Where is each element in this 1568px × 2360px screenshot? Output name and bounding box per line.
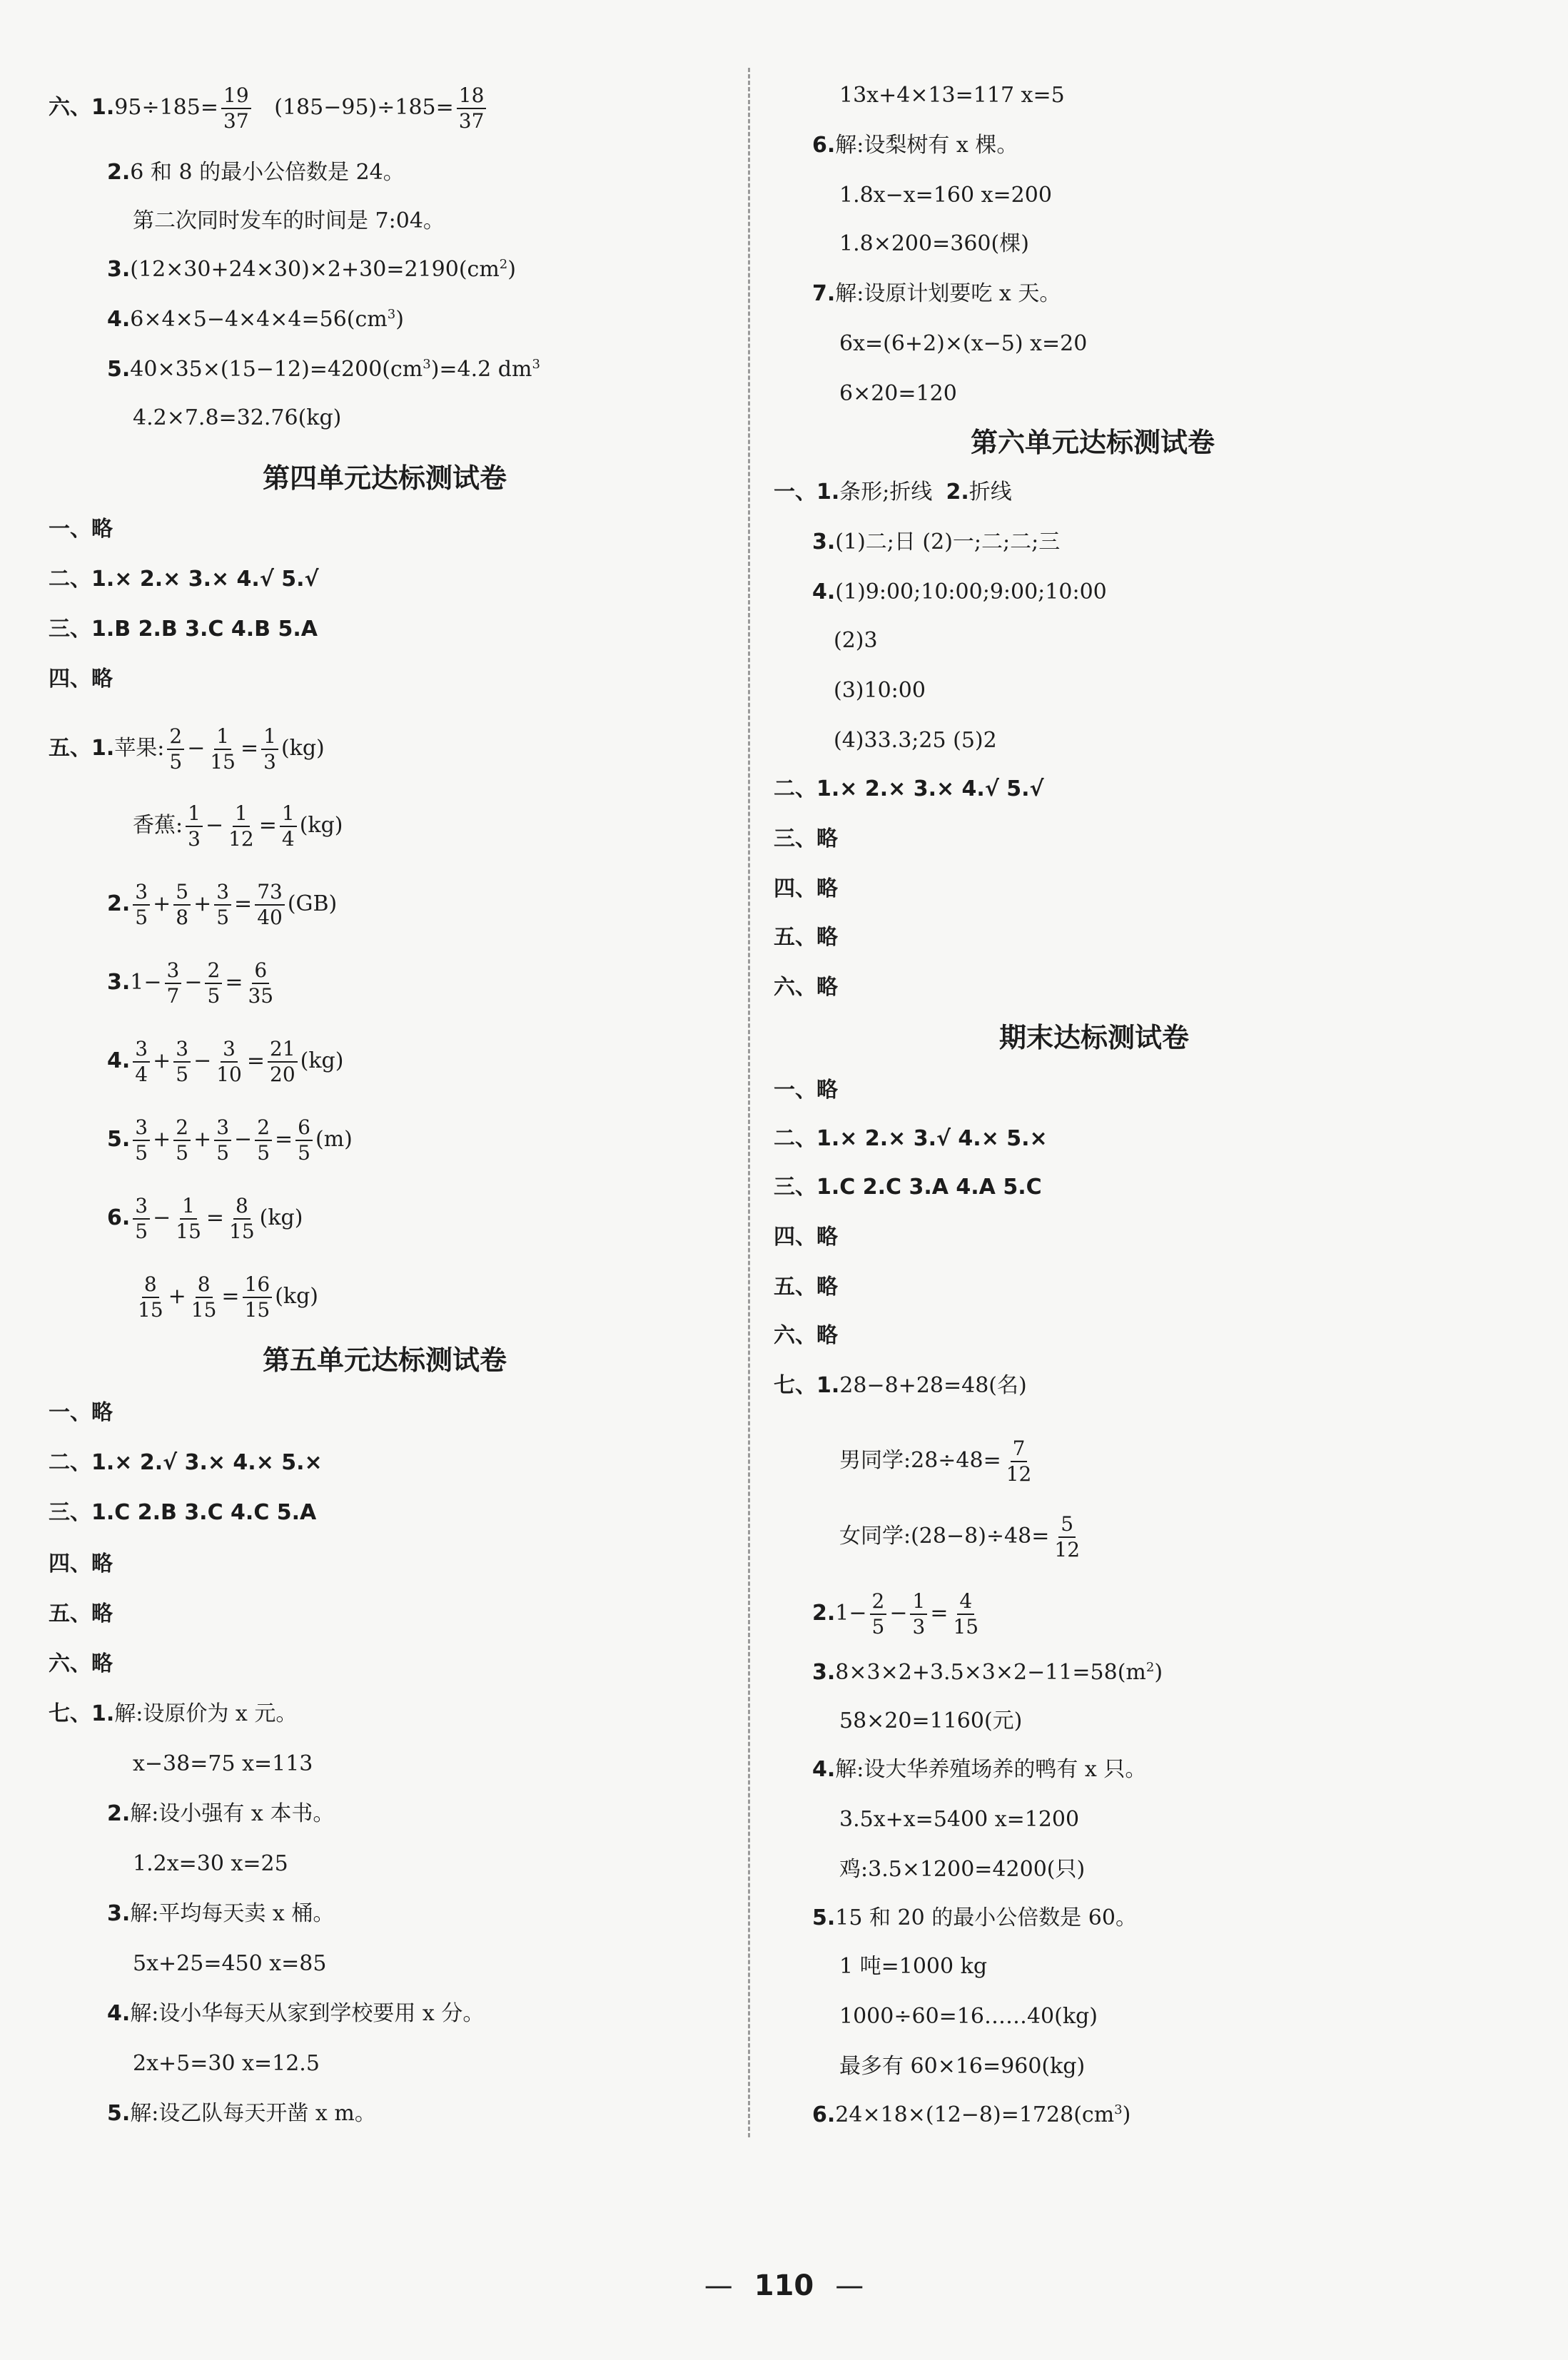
unit5-7-2-eq: 1.2x=30 x=25 [133,1851,288,1876]
final-7-5-line4: 最多有 60×16=960(kg) [839,2054,1086,2079]
unit4-5-2: 2. $\frac{3}{5}$ + $\frac{5}{8}$ + $\frac{3}{5}$ = $\frac{73}{40}$ (GB) [107,880,338,929]
section-heading-unit4: 第四单元达标测试卷 [263,462,507,494]
final-7-6: $6.24\times 18\times(12-8)=1728(cm^3)$ [812,2102,1131,2127]
final-7-5-line2: 1 吨=1000 kg [839,1954,988,1979]
final-7-2: 2.1− $\frac{2}{5}$ − $\frac{1}{3}$ = $\frac{4}{15}$ [812,1589,979,1639]
unit5-7-1-eq: x−38=75 x=113 [133,1751,313,1776]
final-7-4-chicken: 鸡:3.5×1200=4200(只) [839,1857,1086,1882]
answer-6-4: $4.6\times 4\times 5-4\times 4\times 4=56(cm^3)$ [107,307,404,332]
answer-6-7-eq: 6x=(6+2)×(x−5) x=20 [839,331,1088,356]
unit4-5-4: 4. $\frac{3}{4}$ + $\frac{3}{5}$ − $\frac{3}{10}$ = $\frac{21}{20}$ (kg) [107,1037,344,1086]
page-number: — 110 — [704,2269,864,2302]
unit5-7-1: 七、1.解:设原价为 x 元。 [49,1701,298,1726]
unit5-7-4: 4.解:设小华每天从家到学校要用 x 分。 [107,2001,485,2026]
final-7-5: 5.15 和 20 的最小公倍数是 60。 [812,1905,1137,1930]
unit4-part4: 四、略 [49,667,113,692]
answer-6-6-eq: 1.8x−x=160 x=200 [839,183,1052,208]
unit6-1-4: 4.(1)9:00;10:00;9:00;10:00 [812,579,1107,604]
section-heading-final: 期末达标测试卷 [999,1022,1190,1053]
unit6-1-4-3: (3)10:00 [834,678,926,703]
unit4-5-5: 5. $\frac{3}{5}$ + $\frac{2}{5}$ + $\frac{3}{5}$ − $\frac{2}{5}$ = $\frac{6}{5}$ (m) [107,1115,353,1165]
answer-6-1: 六、1.95÷185= $\frac{19}{37}$ (185−95)÷185= $\frac{18}{37}$ [49,86,489,131]
unit6-part5: 五、略 [774,925,838,950]
unit5-7-3-eq: 5x+25=450 x=85 [133,1951,327,1976]
fraction: $\frac{19}{37}$ [221,86,251,131]
final-7-3-line2: 58×20=1160(元) [839,1708,1023,1733]
unit5-7-2: 2.解:设小强有 x 本书。 [107,1801,335,1826]
unit4-part1: 一、略 [49,517,113,542]
final-7-3: $3.8\times 3\times 2+3.5\times 3\times 2-11=58(m^2)$ [812,1660,1163,1685]
unit5-part2: 二、1.× 2.√ 3.× 4.× 5.× [49,1450,323,1475]
unit4-5-1-apple: 五、1.苹果: $\frac{2}{5}$ − $\frac{1}{15}$ = $\frac{1}{3}$ (kg) [49,724,325,774]
answer-6-7-result: 6×20=120 [839,381,957,406]
final-part4: 四、略 [774,1225,838,1250]
answer-6-6-result: 1.8×200=360(棵) [839,231,1029,256]
final-7-4-eq: 3.5x+x=5400 x=1200 [839,1807,1080,1832]
fraction: $\frac{18}{37}$ [457,86,487,131]
unit5-part5: 五、略 [49,1601,113,1626]
answer-6-3: $3.(12\times 30+24\times 30)\times 2+30=2190(cm^2)$ [107,257,516,282]
unit4-5-3: 3.1− $\frac{3}{7}$ − $\frac{2}{5}$ = $\frac{6}{35}$ [107,958,274,1008]
final-part5: 五、略 [774,1275,838,1300]
unit5-7-5: 5.解:设乙队每天开凿 x m。 [107,2101,376,2126]
final-7-1-boys: 男同学:28÷48= $\frac{7}{12}$ [839,1437,1032,1486]
unit5-part1: 一、略 [49,1400,113,1425]
final-part2: 二、1.× 2.× 3.√ 4.× 5.× [774,1126,1048,1151]
final-7-4: 4.解:设大华养殖场养的鸭有 x 只。 [812,1757,1147,1782]
unit6-1-3: 3.(1)二;日 (2)一;二;二;三 [812,530,1061,554]
unit6-part1: 一、1.条形;折线 2.折线 [774,480,1012,505]
column-divider [748,68,750,2137]
unit4-5-6-line2: $\frac{8}{15}$ + $\frac{8}{15}$ = $\frac{16}{15}$ (kg) [138,1272,318,1322]
answer-6-5: $5.40\times 35\times(15-12)=4200(cm^3)=4.2$ $dm^3$ [107,357,540,382]
final-7-1: 七、1.28−8+28=48(名) [774,1373,1027,1398]
unit4-part3: 三、1.B 2.B 3.C 4.B 5.A [49,617,318,642]
section-heading-unit5: 第五单元达标测试卷 [263,1344,507,1376]
unit6-part2: 二、1.× 2.× 3.× 4.√ 5.√ [774,776,1044,801]
unit6-part6: 六、略 [774,975,838,1000]
section-heading-unit6: 第六单元达标测试卷 [971,427,1215,458]
final-part1: 一、略 [774,1078,838,1103]
unit4-5-6: 6. $\frac{3}{5}$ − $\frac{1}{15}$ = $\frac{8}{15}$ (kg) [107,1194,303,1243]
unit5-7-3: 3.解:平均每天卖 x 桶。 [107,1901,335,1926]
answer-6-7: 7.解:设原计划要吃 x 天。 [812,281,1061,306]
unit4-part2: 二、1.× 2.× 3.× 4.√ 5.√ [49,567,319,592]
answer-6-5-line2: 4.2×7.8=32.76(kg) [133,405,342,430]
answer-6-2-line2: 第二次同时发车的时间是 7:04。 [133,208,445,233]
final-part3: 三、1.C 2.C 3.A 4.A 5.C [774,1175,1042,1200]
answer-5-eq: 13x+4×13=117 x=5 [839,83,1065,108]
answer-6-2: 2.6 和 8 的最小公倍数是 24。 [107,160,405,185]
final-7-5-line3: 1000÷60=16……40(kg) [839,2004,1098,2029]
unit5-part4: 四、略 [49,1551,113,1576]
unit5-7-4-eq: 2x+5=30 x=12.5 [133,2051,320,2076]
final-7-1-girls: 女同学:(28−8)÷48= $\frac{5}{12}$ [839,1512,1081,1561]
unit6-1-4-4: (4)33.3;25 (5)2 [834,728,997,753]
unit5-part3: 三、1.C 2.B 3.C 4.C 5.A [49,1500,317,1525]
unit6-1-4-2: (2)3 [834,628,878,653]
final-part6: 六、略 [774,1323,838,1348]
unit4-5-1-banana: 香蕉: $\frac{1}{3}$ − $\frac{1}{12}$ = $\frac{1}{4}$ (kg) [133,801,343,851]
unit6-part3: 三、略 [774,826,838,851]
unit5-part6: 六、略 [49,1651,113,1676]
answer-6-6: 6.解:设梨树有 x 棵。 [812,133,1018,158]
unit6-part4: 四、略 [774,876,838,901]
